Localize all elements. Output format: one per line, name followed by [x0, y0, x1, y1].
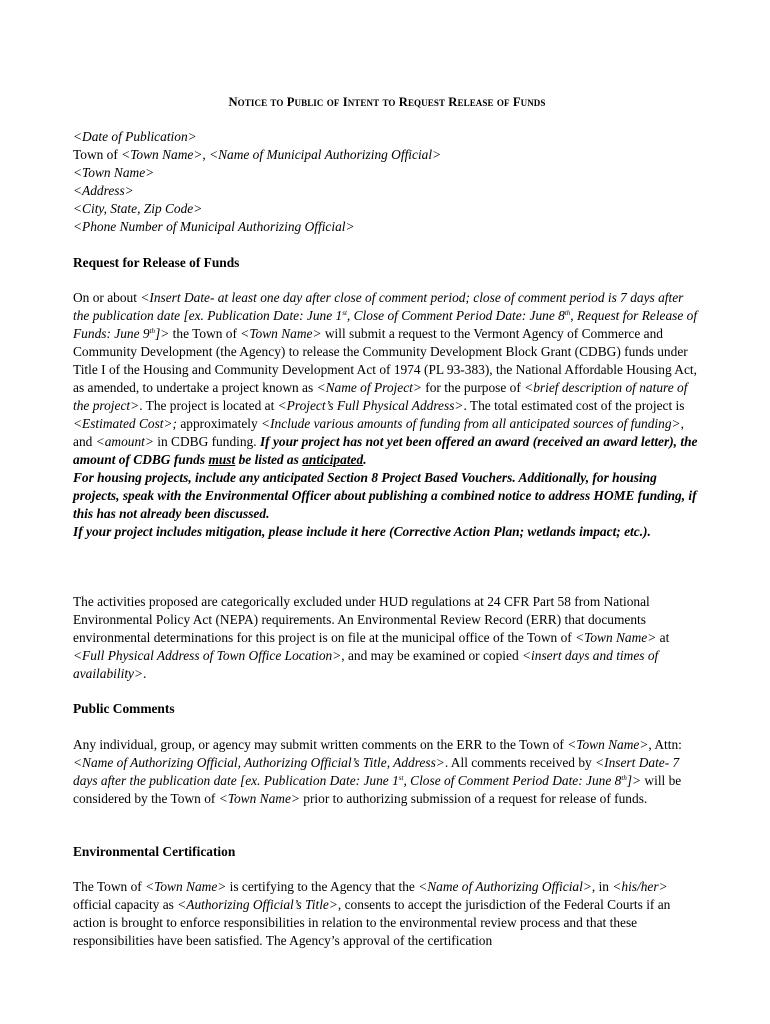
request-text-1: On or about [73, 290, 141, 305]
official-name-placeholder: <Name of Municipal Authorizing Official> [209, 147, 442, 162]
funding-sources-placeholder: <Include various amounts of funding from all anticipated sources of funding> [261, 416, 681, 431]
cert-official-placeholder: <Name of Authorizing Official> [418, 879, 592, 894]
comments-date-placeholder-3: ]> [626, 773, 642, 788]
request-paragraph [73, 289, 701, 541]
amount-placeholder: <amount> [95, 434, 154, 449]
cert-text-5: , consents to accept the jurisdiction of the Federal Courts if an action is brought to enforce responsibilities in relation to the environmental review process and that these responsibilities have been satisfied. The Agency’s approval of the certification [73, 897, 671, 948]
phone-line: <Phone Number of Municipal Authorizing Official> [73, 219, 355, 234]
request-text-9: in CDBG funding. [153, 434, 260, 449]
activities-text-4: . [143, 666, 147, 681]
request-sup-1: st [342, 309, 347, 317]
town-office-address-placeholder: <Full Physical Address of Town Office Location> [73, 648, 342, 663]
activities-town-placeholder: <Town Name> [575, 630, 657, 645]
publication-date-line: <Date of Publication> [73, 129, 197, 144]
request-date-placeholder-4: ]> [155, 326, 170, 341]
comments-sup-1: st [398, 774, 404, 782]
request-date-placeholder-3: , Request for Release of Funds: June 9 [73, 308, 698, 341]
comments-town-placeholder: <Town Name> [567, 737, 649, 752]
town-official-line [73, 146, 701, 164]
availability-placeholder: <insert days and times of availability> [73, 648, 659, 681]
award-instruction-1: If your project has not yet been offered an award (received an award letter), the amount of CDBG funds [73, 434, 698, 467]
request-date-placeholder-1: <Insert Date- at least one day after close of comment period; close of comment period is 7 days after the publication date [ex. Publication Date: June 1 [73, 290, 684, 323]
award-instruction-must: must [208, 452, 236, 467]
housing-instruction: For housing projects, include any anticipated Section 8 Project Based Vouchers. Additionally, for housing projects, speak with the Environmental Officer about publishing a combined notice to address HOME funding, if this has not already been discussed. [73, 470, 697, 521]
cert-text-1: The Town of [73, 879, 146, 894]
cert-text-3: , in [591, 879, 613, 894]
cert-town-placeholder: <Town Name> [145, 879, 227, 894]
project-address-placeholder: <Project’s Full Physical Address> [277, 398, 464, 413]
comments-text-1: Any individual, group, or agency may submit written comments on the ERR to the Town of [73, 737, 568, 752]
city-state-zip-line: <City, State, Zip Code> [73, 201, 203, 216]
request-heading: Request for Release of Funds [73, 255, 240, 270]
address-block [73, 128, 701, 236]
activities-paragraph [73, 593, 701, 683]
comments-text-3: . All comments received by [444, 755, 596, 770]
address-line: <Address> [73, 183, 134, 198]
attn-placeholder: <Name of Authorizing Official, Authorizing Official’s Title, Address> [73, 755, 445, 770]
town-name-placeholder: <Town Name> [121, 147, 203, 162]
cert-text-4: official capacity as [73, 897, 178, 912]
comments-town-placeholder-2: <Town Name> [218, 791, 300, 806]
award-instruction-2: be listed as [235, 452, 303, 467]
project-name-placeholder: <Name of Project> [316, 380, 422, 395]
comments-text-4: will be considered by the Town of [73, 773, 682, 806]
environmental-certification-heading: Environmental Certification [73, 844, 236, 859]
document-title: Notice to Public of Intent to Request Release of Funds [228, 95, 546, 109]
estimated-cost-placeholder: <Estimated Cost>; [73, 416, 177, 431]
official-title-placeholder: <Authorizing Official’s Title> [177, 897, 338, 912]
request-text-4: for the purpose of [421, 380, 525, 395]
request-text-6: . The total estimated cost of the project is [463, 398, 685, 413]
town-line: <Town Name> [73, 165, 155, 180]
request-text-7: approximately [177, 416, 262, 431]
request-town-placeholder: <Town Name> [240, 326, 322, 341]
request-text-8: , and [73, 416, 684, 449]
public-comments-heading: Public Comments [73, 701, 175, 716]
comments-sup-2: th [621, 774, 627, 782]
certification-paragraph [73, 878, 701, 950]
request-text-5: . The project is located at [139, 398, 278, 413]
request-text-3: will submit a request to the Vermont Agency of Commerce and Community Development (the Agency) to release the Community Development Block Grant (CDBG) funds under Title I of the Housing and Community Development Act of 1974 (PL 93-383), the National Affordable Housing Act, as amended, to undertake a project known as [73, 326, 697, 395]
activities-text-2: at [656, 630, 670, 645]
town-prefix: Town of [73, 147, 122, 162]
award-instruction-anticipated: anticipated [302, 452, 364, 467]
project-description-placeholder: <brief description of nature of the project> [73, 380, 688, 413]
comments-text-2: , Attn: [648, 737, 682, 752]
pronoun-placeholder: <his/her> [612, 879, 668, 894]
mitigation-instruction: If your project includes mitigation, please include it here (Corrective Action Plan; wetlands impact; etc.). [73, 524, 651, 539]
public-comments-paragraph [73, 736, 701, 808]
award-instruction-3: . [363, 452, 367, 467]
request-date-placeholder-2: , Close of Comment Period Date: June 8 [346, 308, 565, 323]
request-sup-2: th [564, 309, 571, 317]
activities-text-1: The activities proposed are categorically excluded under HUD regulations at 24 CFR Part 58 from National Environmental Policy Act (NEPA) requirements. An Environmental Review Record (ERR) that documents environmental determinations for this project is on file at the municipal office of the Town of [73, 594, 650, 645]
town-separator: , [202, 147, 210, 162]
comments-date-placeholder-2: , Close of Comment Period Date: June 8 [403, 773, 622, 788]
comments-date-placeholder-1: <Insert Date- 7 days after the publication date [ex. Publication Date: June 1 [73, 755, 680, 788]
cert-text-2: is certifying to the Agency that the [226, 879, 419, 894]
comments-text-5: prior to authorizing submission of a request for release of funds. [299, 791, 648, 806]
request-text-2: the Town of [169, 326, 241, 341]
request-sup-3: th [149, 327, 156, 335]
activities-text-3: , and may be examined or copied [341, 648, 522, 663]
